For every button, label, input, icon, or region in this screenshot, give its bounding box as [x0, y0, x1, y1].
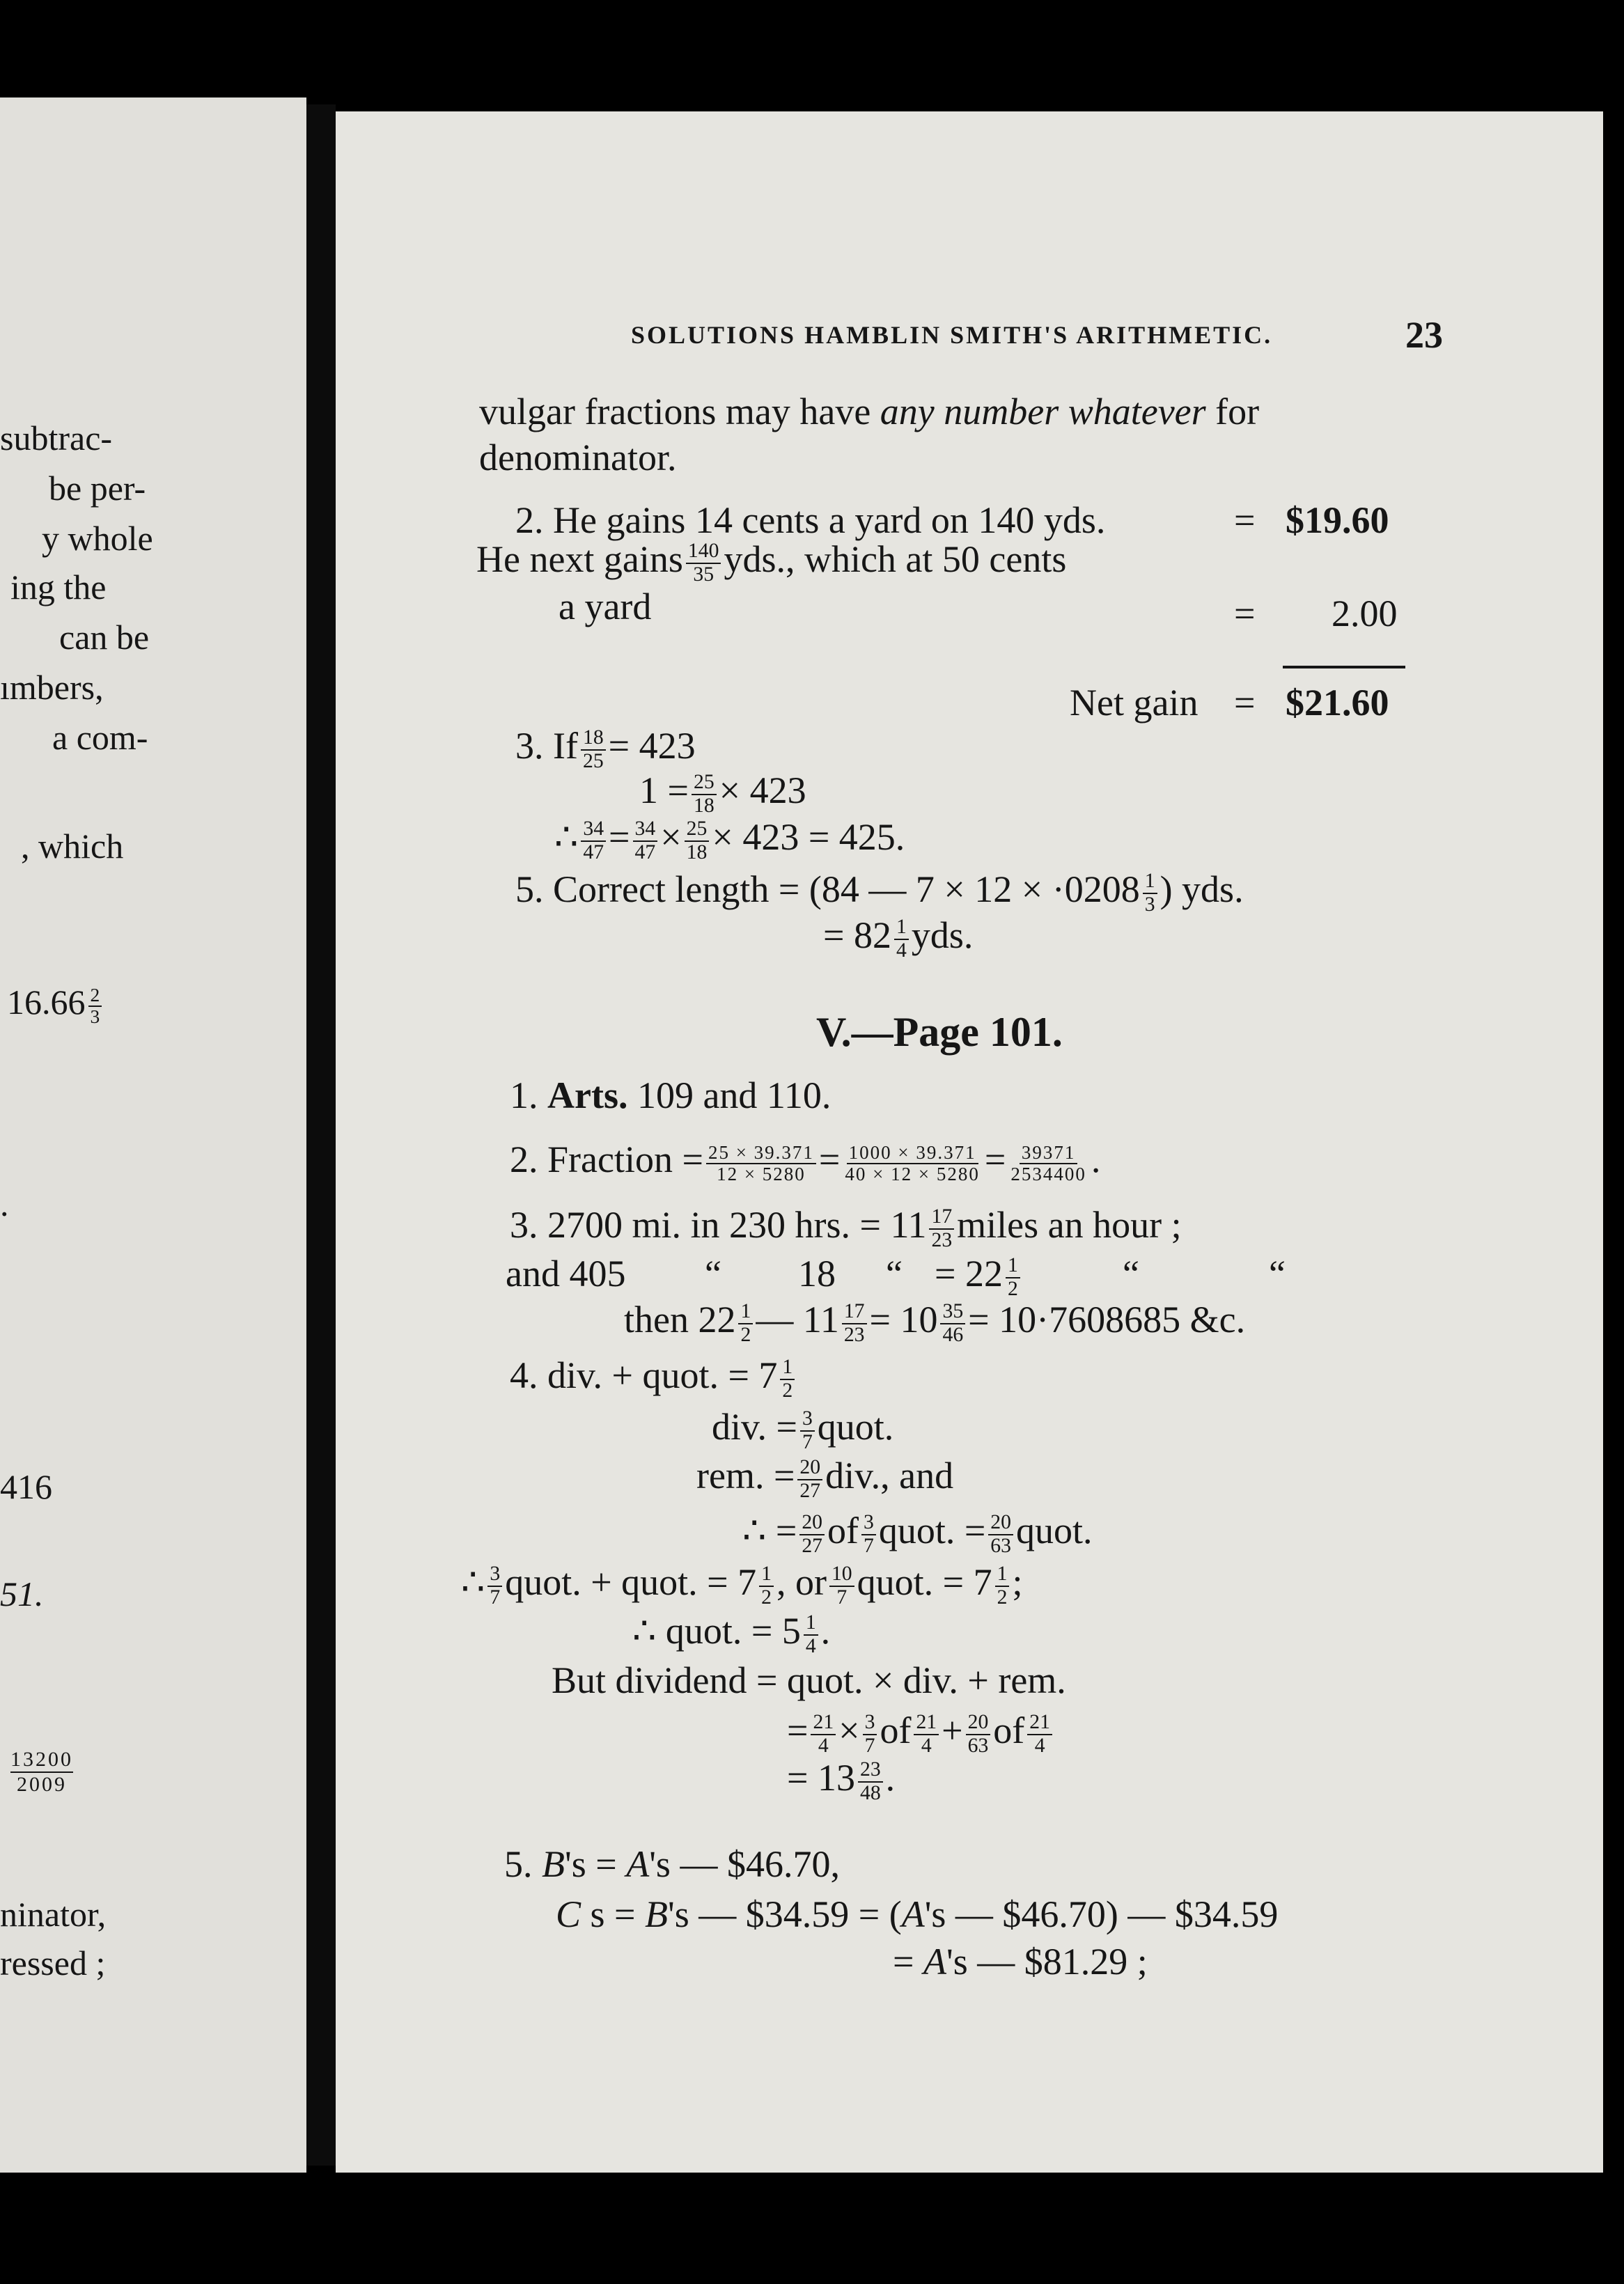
v4-line-4: ∴ = $\frac{20}{27}$ of $\frac{3}{7}$ quot. = $\frac{20}{63}$ quot.	[742, 1510, 1093, 1557]
left-line: , which	[21, 827, 124, 866]
ditto-mark: “	[1269, 1253, 1286, 1294]
v4-line-6: ∴ quot. = 5 $\frac{1}{4}$ .	[632, 1610, 831, 1657]
q2-eq: =	[1234, 593, 1256, 634]
left-line: can be	[59, 618, 150, 657]
q2-value-1: $19.60	[1286, 499, 1389, 541]
left-line: y whole	[42, 519, 153, 558]
q2-line-3: a yard	[559, 586, 652, 627]
v4-line-9: = 13 $\frac{23}{48}$ .	[787, 1757, 896, 1804]
q5-line-1: 5. Correct length = (84 — 7 × 12 × ·0208 $\frac{1}{3}$ ) yds.	[515, 868, 1244, 916]
left-line: a com-	[52, 718, 148, 757]
v4-line-7: But dividend = quot. × div. + rem.	[552, 1659, 1066, 1701]
q2-line-1: 2. He gains 14 cents a yard on 140 yds.	[515, 499, 1106, 541]
book-gutter	[306, 104, 336, 2166]
left-line: ressed ;	[0, 1943, 106, 1982]
ditto-mark: “	[1123, 1253, 1139, 1294]
intro-line-1: vulgar fractions may have any number whatever for	[479, 391, 1260, 432]
left-line: subtrac-	[0, 419, 113, 457]
left-line: ing the	[10, 568, 107, 607]
v3-hours: 18	[798, 1253, 836, 1294]
v5-line-3: = A's — $81.29 ;	[893, 1941, 1148, 1982]
left-line: be per-	[49, 469, 146, 508]
q5-line-2: = 82 $\frac{1}{4}$ yds.	[823, 914, 974, 962]
sum-rule	[1283, 666, 1405, 668]
q2-value-2: 2.00	[1332, 593, 1398, 634]
left-line: ninator,	[0, 1895, 107, 1934]
v3-line-2: and 405	[506, 1253, 626, 1294]
v5-line-1: 5. B's = A's — $46.70,	[504, 1843, 840, 1885]
v5-line-2: C s = B's — $34.59 = (A's — $46.70) — $34.59	[556, 1893, 1279, 1935]
q2-line-2: He next gains $\frac{140}{35}$ yds., which at 50 cents	[476, 538, 1067, 586]
v3-line-3: then 22 $\frac{1}{2}$ — 11 $\frac{17}{23}$ = 10 $\frac{35}{46}$ = 10·7608685 &c.	[624, 1299, 1246, 1346]
q3-line-1: 3. If $\frac{18}{25}$ = 423	[515, 725, 696, 772]
left-line: ımbers,	[0, 668, 104, 707]
left-fraction: 13200 2009	[10, 1748, 73, 1796]
v4-line-8: = $\frac{21}{4}$ × $\frac{3}{7}$ of $\frac{21}{4}$ + $\frac{20}{63}$ of $\frac{21}{4}$	[787, 1709, 1055, 1757]
left-line: .	[0, 1184, 9, 1223]
v4-line-2: div. = $\frac{3}{7}$ quot.	[712, 1406, 894, 1453]
net-gain-label: Net gain	[1070, 682, 1199, 723]
q2-eq: =	[1234, 682, 1256, 723]
v3-line-2-result: = 22 $\frac{1}{2}$	[935, 1252, 1023, 1300]
q3-line-2: 1 = $\frac{25}{18}$ × 423	[639, 769, 806, 817]
right-page	[336, 111, 1603, 2173]
v4-line-3: rem. = $\frac{20}{27}$ div., and	[696, 1455, 954, 1502]
net-gain-value: $21.60	[1286, 682, 1389, 723]
left-page-fragment	[0, 97, 306, 2173]
v1-line: 1. Arts. 109 and 110.	[510, 1074, 831, 1116]
left-line: 51.	[0, 1574, 44, 1613]
v4-line-1: 4. div. + quot. = 7 $\frac{1}{2}$	[510, 1354, 797, 1402]
section-heading: V.—Page 101.	[816, 1009, 1063, 1055]
q3-line-3: ∴ $\frac{34}{47}$ = $\frac{34}{47}$ × $\frac{25}{18}$ × 423 = 425.	[554, 816, 905, 863]
left-line: 416	[0, 1467, 52, 1506]
intro-line-2: denominator.	[479, 437, 677, 478]
running-title: SOLUTIONS HAMBLIN SMITH'S ARITHMETIC.	[631, 321, 1273, 349]
v3-line-1: 3. 2700 mi. in 230 hrs. = 11 $\frac{17}{23}$ miles an hour ;	[510, 1204, 1182, 1251]
v2-line: 2. Fraction = $\frac{25 \times 39.371}{12 \times 5280}$ = $\frac{1000 \times 39.371}{40 \times 12 \times 5280}$ = $\frac{39371}{2534400}$ .	[510, 1139, 1101, 1184]
page-number: 23	[1405, 314, 1443, 356]
ditto-mark: “	[886, 1253, 903, 1294]
q2-eq: =	[1234, 499, 1256, 541]
left-line: 16.66 $\frac{2}{3}$	[7, 982, 104, 1026]
ditto-mark: “	[705, 1253, 721, 1294]
v4-line-5: ∴ $\frac{3}{7}$ quot. + quot. = 7 $\frac{1}{2}$ , or $\frac{10}{7}$ quot. = 7 $\frac{1}{2}$ ;	[461, 1561, 1023, 1609]
